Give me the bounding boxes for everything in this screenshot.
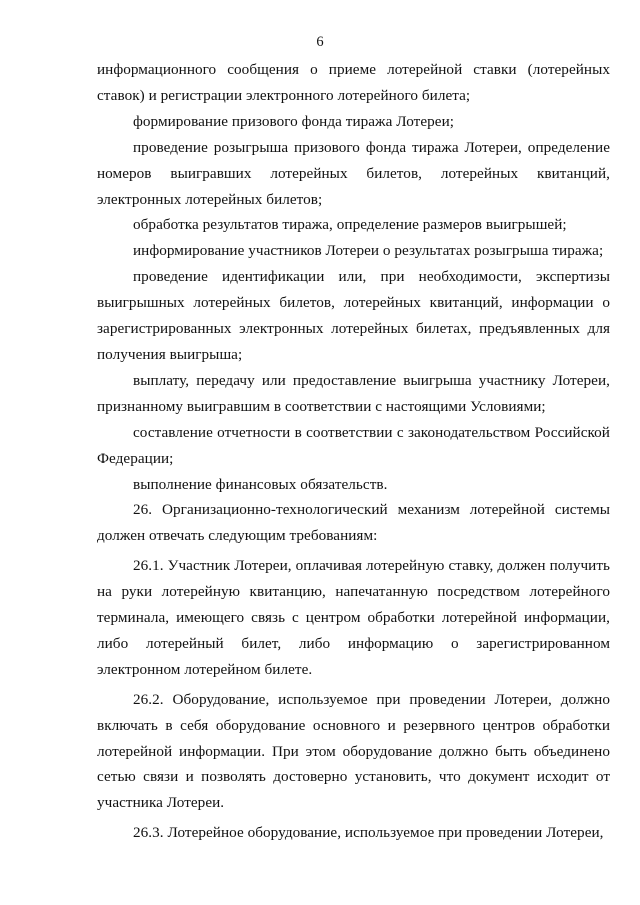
paragraph-12: 26.2. Оборудование, используемое при проведении Лотереи, должно включать в себя оборудование основного и резервного центров обработки лотерейной информации. При этом оборудование должно быть объединено сетью связи и позволять достоверно установить, что документ исходит от участника Лотереи.	[97, 690, 610, 812]
paragraph-9: выполнение финансовых обязательств.	[133, 475, 388, 493]
paragraph-11: 26.1. Участник Лотереи, оплачивая лотерейную ставку, должен получить на руки лотерейную квитанцию, напечатанную посредством лотерейного терминала, имеющего связь с центром обработки лотерейной информации, либо лотерейный билет, либо информацию о зарегистрированном электронном лотерейном билете.	[97, 557, 610, 678]
document-body	[97, 57, 610, 846]
paragraph-4: обработка результатов тиража, определение размеров выигрышей;	[133, 216, 567, 234]
page-number: 6	[316, 34, 324, 50]
paragraph-1: информационного сообщения о приеме лотерейной ставки (лотерейных ставок) и регистрации электронного лотерейного билета;	[97, 61, 610, 104]
paragraph-10: 26. Организационно-технологический механизм лотерейной системы должен отвечать следующим требованиям:	[97, 501, 610, 545]
paragraph-3: проведение розыгрыша призового фонда тиража Лотереи, определение номеров выигравших лотерейных билетов, лотерейных квитанций, электронных лотерейных билетов;	[97, 138, 610, 208]
paragraph-5: информирование участников Лотереи о результатах розыгрыша тиража;	[133, 242, 604, 260]
paragraph-13: 26.3. Лотерейное оборудование, используемое при проведении Лотереи,	[133, 824, 604, 842]
paragraph-6: проведение идентификации или, при необходимости, экспертизы выигрышных лотерейных билетов, лотерейных квитанций, информации о зарегистрированных электронных лотерейных билетах, предъявленных для получения выигрыша;	[97, 268, 610, 363]
paragraph-8: составление отчетности в соответствии с законодательством Российской Федерации;	[97, 423, 610, 467]
paragraph-7: выплату, передачу или предоставление выигрыша участнику Лотереи, признанному выигравшим в соответствии с настоящими Условиями;	[97, 371, 610, 415]
paragraph-2: формирование призового фонда тиража Лотереи;	[133, 112, 455, 130]
